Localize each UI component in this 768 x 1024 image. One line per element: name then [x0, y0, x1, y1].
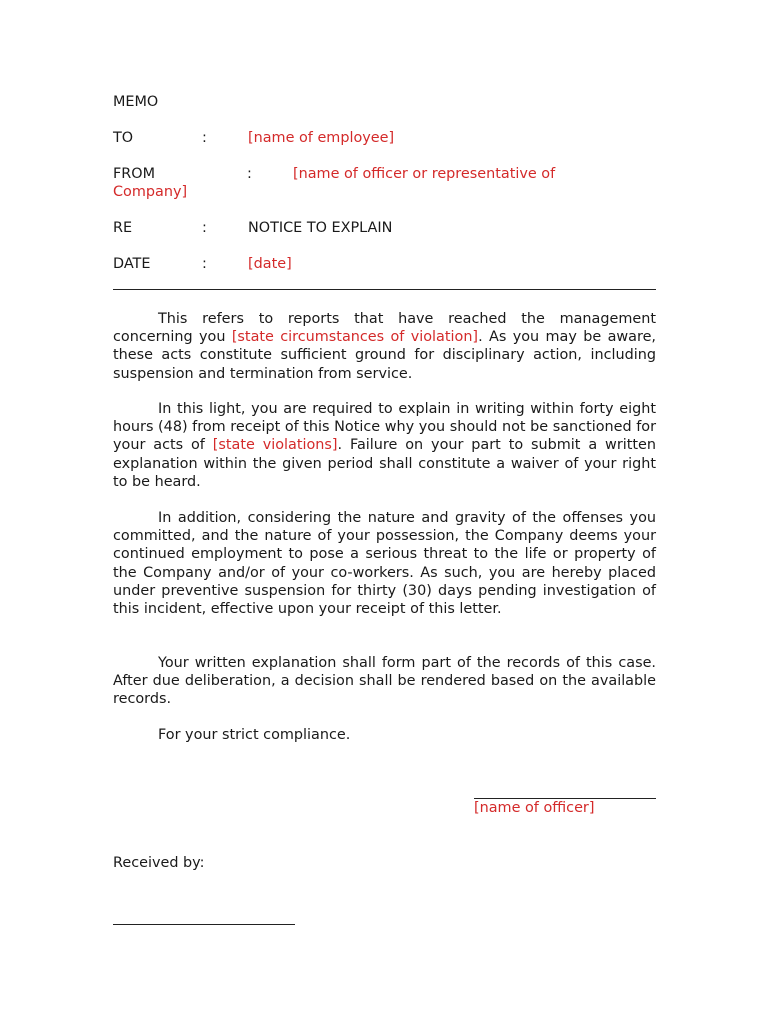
paragraph-5 — [113, 726, 656, 744]
p5-text: For your strict compliance. — [158, 727, 351, 743]
to-value: [name of employee] — [248, 130, 395, 146]
received-by-signature-line — [113, 924, 295, 925]
date-colon: : — [202, 256, 207, 272]
p4-text: Your written explanation shall form part of the records of this case. After due deliberation, a decision shall be rendered based on the available records. — [113, 655, 656, 708]
from-value-line2: Company] — [113, 184, 188, 200]
paragraph-2 — [113, 400, 656, 491]
from-colon: : — [247, 166, 252, 182]
date-label: DATE — [113, 256, 151, 272]
memo-title: MEMO — [113, 94, 159, 110]
paragraph-1 — [113, 310, 656, 383]
to-colon: : — [202, 130, 207, 146]
p2-placeholder: [state violations] — [212, 437, 338, 454]
re-label: RE — [113, 220, 133, 236]
officer-name: [name of officer] — [474, 800, 595, 816]
date-value: [date] — [248, 256, 292, 272]
paragraph-3 — [113, 509, 656, 618]
p1-placeholder: [state circumstances of violation] — [231, 329, 479, 346]
p1-text-b: . As you may be aware, these acts constitute sufficient ground for disciplinary action, including suspension and termination from service. — [113, 329, 656, 382]
from-label: FROM — [113, 166, 156, 182]
received-by-label: Received by: — [113, 855, 205, 871]
re-colon: : — [202, 220, 207, 236]
paragraph-4 — [113, 654, 656, 709]
p1-text-a: This refers to reports that have reached the management concerning you — [113, 311, 656, 346]
p3-text: In addition, considering the nature and gravity of the offenses you committed, and the nature of your possession, the Company deems your continued employment to pose a serious threat to the life or property of the Company and/or of your co-workers. As such, you are hereby placed under preventive suspension for thirty (30) days pending investigation of this incident, effective upon your receipt of this letter. — [113, 510, 656, 618]
re-value: NOTICE TO EXPLAIN — [248, 220, 393, 236]
from-value-line1: [name of officer or representative of — [293, 166, 556, 182]
p2-text-a: In this light, you are required to explain in writing within forty eight hours (48) from receipt of this Notice why you should not be sanctioned for your acts of — [113, 401, 656, 454]
header-divider — [113, 289, 656, 290]
to-label: TO — [113, 130, 134, 146]
p2-text-b: . Failure on your part to submit a written explanation within the given period shall constitute a waiver of your right to be heard. — [113, 437, 656, 490]
